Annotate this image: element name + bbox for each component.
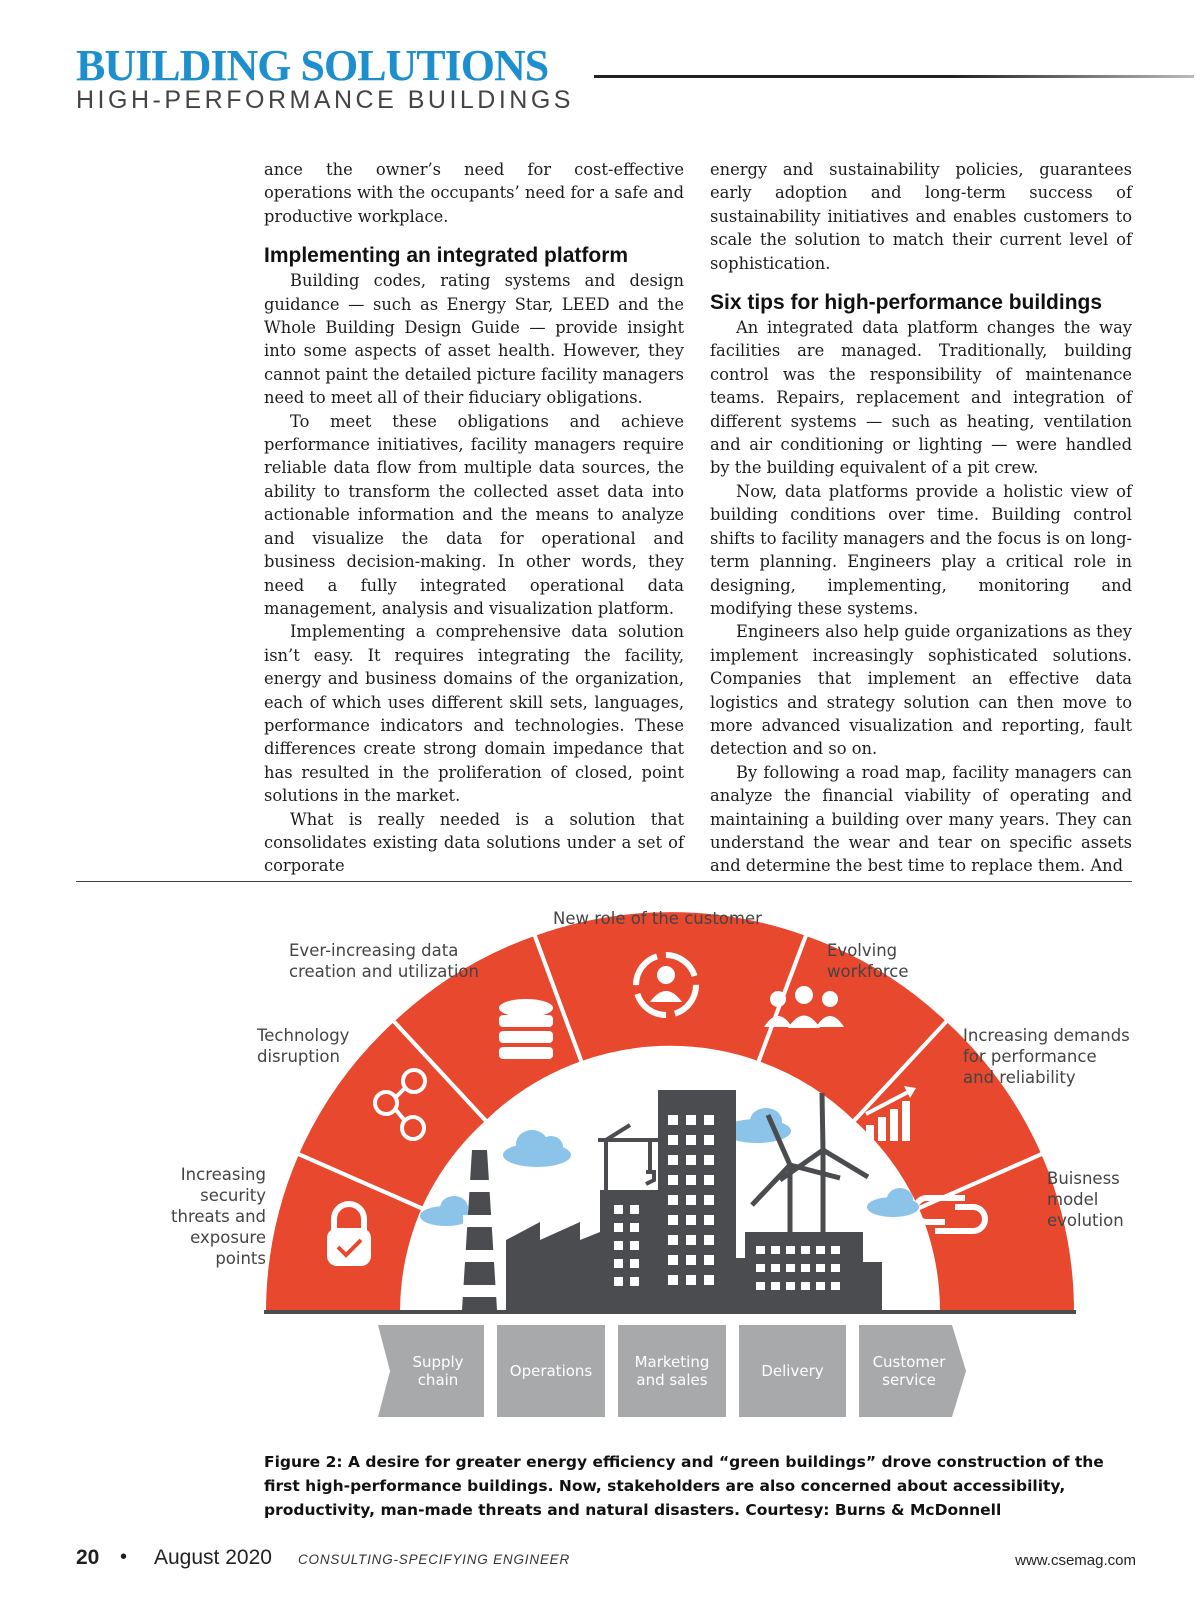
paragraph: Now, data platforms provide a holistic view of building conditions over time. Building control shifts to facility managers and the focus is on long-term planning. Engineers play a critical role in designing, implementing, monitoring and modifying these systems.: [710, 481, 1132, 618]
smokestack: [459, 1150, 501, 1310]
paragraph: Implementing a comprehensive data solution isn’t easy. It requires integrating the facility, energy and business domains of the organization, each of which uses different skill sets, languages, performance indicators and technologies. These differences create strong domain impedance that has resulted in the proliferation of closed, point solutions in the market.: [264, 622, 684, 806]
paragraph: energy and sustainability policies, guarantees early adoption and long-term success of sustainability initiatives and enables customers to scale the solution to match their current level of sophistication.: [710, 160, 1132, 273]
subheading: Six tips for high-performance buildings: [710, 291, 1103, 315]
section-title: BUILDING SOLUTIONS: [76, 41, 549, 90]
paragraph: An integrated data platform changes the way facilities are managed. Traditionally, building control was the responsibility of maintenance teams. Repairs, replacement and integration of different systems — such as heating, ventilation and air conditioning or lighting — were handled by the building equivalent of a pit crew.: [710, 318, 1132, 478]
stage-marketing-and-sales: Marketing and sales: [634, 1353, 710, 1389]
paragraph: ance the owner’s need for cost-effective operations with the occupants’ need for a safe and productive workplace.: [264, 160, 684, 226]
paragraph: To meet these obligations and achieve performance initiatives, facility managers require reliable data flow from multiple data sources, the ability to transform the collected asset data into actionable information and the means to analyze and visualize the data for operational and business decision-making. In other words, they need a fully integrated operational data management, analysis and visualization platform.: [264, 411, 684, 618]
figure-caption: Figure 2: A desire for greater energy efficiency and “green buildings” drove construction of the first high-performance buildings. Now, stakeholders are also concerned about accessibility, productivity, man-made threats and natural disasters. Courtesy: Burns & McDonnell: [264, 1453, 1104, 1519]
paragraph: Building codes, rating systems and design guidance — such as Energy Star, LEED and the Whole Building Design Guide — provide insight into some aspects of asset health. However, they cannot paint the detailed picture facility managers need to meet all of their fiduciary obligations.: [264, 271, 684, 408]
figure-label-business: Buisness model evolution: [1047, 1169, 1124, 1230]
figure-label-workforce: Evolving workforce: [827, 941, 909, 981]
stage-supply-chain: Supply chain: [412, 1353, 464, 1389]
subheading: Implementing an integrated platform: [264, 244, 629, 268]
paragraph: Engineers also help guide organizations as they implement increasingly sophisticated solutions. Companies that implement an effective data logistics and strategy solution can then move to more advanced visualization and reporting, fault detection and so on.: [710, 622, 1132, 759]
figure-label-security: Increasing security threats and exposure points: [171, 1165, 266, 1268]
stage-delivery: Delivery: [761, 1362, 824, 1380]
mid-building: [600, 1190, 658, 1310]
page-number: 20: [76, 1546, 100, 1569]
stage-customer-service: Customer service: [872, 1353, 946, 1389]
page-footer: [76, 1546, 1136, 1576]
figure-label-performance: Increasing demands for performance and reliability: [963, 1026, 1130, 1087]
stage-operations: Operations: [509, 1362, 593, 1380]
factory: [506, 1222, 610, 1310]
figure-label-technology: Technology disruption: [257, 1026, 350, 1066]
ground-line: [264, 1310, 1076, 1314]
website-link[interactable]: www.csemag.com: [1015, 1552, 1136, 1569]
section-subtitle: HIGH-PERFORMANCE BUILDINGS: [76, 86, 574, 114]
paragraph: By following a road map, facility managers can analyze the financial viability of operating and maintaining a building over many years. They can understand the wear and tear on specific assets and determine the best time to replace them. And: [710, 762, 1132, 876]
paragraph: What is really needed is a solution that consolidates existing data solutions under a set of corporate: [264, 809, 684, 876]
magazine-name: CONSULTING-SPECIFYING ENGINEER: [298, 1552, 571, 1567]
figure-label-customer: New role of the customer: [553, 909, 762, 928]
footer-bullet: •: [120, 1546, 128, 1568]
figure-label-data: Ever-increasing data creation and utilization: [289, 941, 479, 981]
issue-date: August 2020: [154, 1546, 272, 1569]
